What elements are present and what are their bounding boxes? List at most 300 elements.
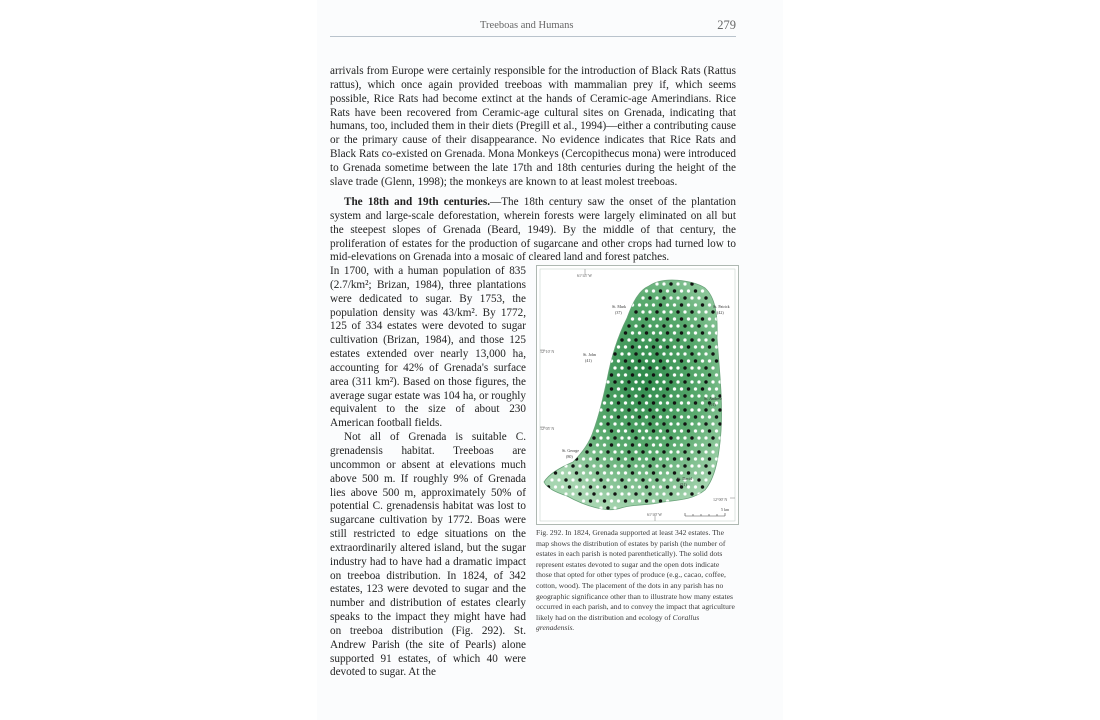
other-estate-dot [711, 450, 714, 453]
other-estate-dot [694, 485, 697, 488]
other-estate-dot [606, 436, 609, 439]
other-estate-dot [662, 282, 665, 285]
parish-st-andrew: St. Andrew [704, 396, 722, 401]
parish-st-mark: St. Mark [612, 304, 626, 309]
other-estate-dot [708, 359, 711, 362]
other-estate-dot [676, 282, 679, 285]
sugar-estate-dot [697, 450, 700, 453]
other-estate-dot [666, 289, 669, 292]
other-estate-dot [592, 464, 595, 467]
other-estate-dot [694, 303, 697, 306]
other-estate-dot [610, 401, 613, 404]
sugar-estate-dot [627, 450, 630, 453]
other-estate-dot [669, 394, 672, 397]
other-estate-dot [711, 366, 714, 369]
other-estate-dot [582, 485, 585, 488]
other-estate-dot [638, 499, 641, 502]
sugar-estate-dot [701, 331, 704, 334]
other-estate-dot [606, 492, 609, 495]
other-estate-dot [694, 317, 697, 320]
sugar-estate-dot [645, 499, 648, 502]
other-estate-dot [624, 471, 627, 474]
other-estate-dot [585, 478, 588, 481]
other-estate-dot [708, 317, 711, 320]
sugar-estate-dot [596, 471, 599, 474]
paragraph-plantation-stats: In 1700, with a human population of 835 (2.7/km²; Brizan, 1984), three plantations were dedicated to sugar. By 1753, the population density was 43/km². By 1772, 125 of 334 estates were devoted to sugar cultivation (Brizan, 1984), and those 125 estates extended over nearly 13,000 ha, accounting for 42% of Grenada's surface area (311 km²). Based on those figures, the average sugar estate was 104 ha, or roughly equivalent to the size of about 230 American football fields. [330, 265, 526, 430]
other-estate-dot [554, 485, 557, 488]
other-estate-dot [662, 310, 665, 313]
other-estate-dot [687, 415, 690, 418]
other-estate-dot [613, 366, 616, 369]
grenada-estates-map [536, 265, 739, 525]
other-estate-dot [680, 387, 683, 390]
sugar-estate-dot [676, 310, 679, 313]
other-estate-dot [666, 401, 669, 404]
other-estate-dot [617, 387, 620, 390]
other-estate-dot [715, 373, 718, 376]
other-estate-dot [638, 485, 641, 488]
sugar-estate-dot [624, 387, 627, 390]
other-estate-dot [638, 373, 641, 376]
other-estate-dot [603, 443, 606, 446]
other-estate-dot [617, 359, 620, 362]
other-estate-dot [669, 296, 672, 299]
other-estate-dot [603, 429, 606, 432]
other-estate-dot [655, 422, 658, 425]
other-estate-dot [620, 366, 623, 369]
other-estate-dot [617, 499, 620, 502]
other-estate-dot [645, 415, 648, 418]
other-estate-dot [680, 471, 683, 474]
other-estate-dot [655, 380, 658, 383]
sugar-estate-dot [662, 324, 665, 327]
other-estate-dot [697, 408, 700, 411]
other-estate-dot [673, 345, 676, 348]
other-estate-dot [599, 422, 602, 425]
sugar-estate-dot [666, 345, 669, 348]
sugar-estate-dot [687, 443, 690, 446]
other-estate-dot [687, 331, 690, 334]
other-estate-dot [613, 478, 616, 481]
other-estate-dot [634, 464, 637, 467]
sugar-estate-dot [669, 282, 672, 285]
other-estate-dot [676, 464, 679, 467]
other-estate-dot [701, 401, 704, 404]
sugar-estate-dot [683, 450, 686, 453]
other-estate-dot [694, 373, 697, 376]
sugar-estate-dot [610, 429, 613, 432]
other-estate-dot [624, 415, 627, 418]
other-estate-dot [603, 457, 606, 460]
other-estate-dot [690, 464, 693, 467]
sugar-estate-dot [704, 408, 707, 411]
other-estate-dot [617, 485, 620, 488]
sugar-estate-dot [627, 380, 630, 383]
other-estate-dot [617, 373, 620, 376]
other-estate-dot [641, 380, 644, 383]
sugar-estate-dot [666, 373, 669, 376]
other-estate-dot [666, 471, 669, 474]
other-estate-dot [655, 464, 658, 467]
other-estate-dot [599, 436, 602, 439]
other-estate-dot [603, 471, 606, 474]
sugar-estate-dot [659, 359, 662, 362]
other-estate-dot [655, 296, 658, 299]
other-estate-dot [638, 429, 641, 432]
other-estate-dot [669, 478, 672, 481]
sugar-estate-dot [666, 485, 669, 488]
other-estate-dot [697, 436, 700, 439]
sugar-estate-dot [662, 408, 665, 411]
other-estate-dot [669, 310, 672, 313]
other-estate-dot [676, 366, 679, 369]
other-estate-dot [596, 485, 599, 488]
other-estate-dot [694, 471, 697, 474]
sugar-estate-dot [638, 415, 641, 418]
sugar-estate-dot [631, 443, 634, 446]
other-estate-dot [694, 429, 697, 432]
other-estate-dot [708, 303, 711, 306]
other-estate-dot [655, 366, 658, 369]
other-estate-dot [599, 450, 602, 453]
other-estate-dot [669, 464, 672, 467]
sugar-estate-dot [715, 415, 718, 418]
sugar-estate-dot [641, 478, 644, 481]
sugar-estate-dot [617, 401, 620, 404]
other-estate-dot [655, 394, 658, 397]
other-estate-dot [690, 380, 693, 383]
other-estate-dot [680, 457, 683, 460]
parish-st-john-count: (41) [585, 358, 592, 363]
sugar-estate-dot [613, 352, 616, 355]
sugar-estate-dot [662, 464, 665, 467]
sugar-estate-dot [708, 471, 711, 474]
other-estate-dot [652, 331, 655, 334]
other-estate-dot [690, 324, 693, 327]
sugar-estate-dot [701, 485, 704, 488]
other-estate-dot [652, 443, 655, 446]
paragraph-18th-19th-centuries [330, 196, 736, 265]
sugar-estate-dot [617, 415, 620, 418]
sugar-estate-dot [641, 394, 644, 397]
other-estate-dot [676, 436, 679, 439]
sugar-estate-dot [645, 443, 648, 446]
parish-st-david-count: (51) [680, 482, 687, 487]
other-estate-dot [620, 464, 623, 467]
other-estate-dot [645, 373, 648, 376]
sugar-estate-dot [638, 359, 641, 362]
sugar-estate-dot [683, 408, 686, 411]
paragraph-habitat-loss: Not all of Grenada is suitable C. grenadensis habitat. Treeboas are uncommon or absent at elevations much above 500 m. If roughly 9% of Grenada lies above 500 m, approximately 50% of potential C. grenadensis habitat was lost to sugarcane cultivation by 1772. Boas were still restricted to edge situations on the extraordinarily altered island, but the sugar industry had to have had a dramatic impact on treeboa distribution. In 1824, of 342 estates, 123 were devoted to sugar and the number and distribution of estates clearly speaks to the impact they might have had on treeboa distribution (Fig. 292). St. Andrew Parish (the site of Pearls) alone supported 91 estates, of which 40 were devoted to sugar. At the [330, 431, 526, 679]
other-estate-dot [676, 394, 679, 397]
sugar-estate-dot [662, 394, 665, 397]
sugar-estate-dot [620, 338, 623, 341]
other-estate-dot [652, 485, 655, 488]
other-estate-dot [603, 401, 606, 404]
other-estate-dot [652, 303, 655, 306]
map-svg [537, 266, 738, 524]
sugar-estate-dot [718, 422, 721, 425]
sugar-estate-dot [599, 478, 602, 481]
sugar-estate-dot [701, 387, 704, 390]
other-estate-dot [641, 338, 644, 341]
other-estate-dot [613, 450, 616, 453]
sugar-estate-dot [701, 317, 704, 320]
sugar-estate-dot [673, 415, 676, 418]
sugar-estate-dot [631, 457, 634, 460]
other-estate-dot [655, 408, 658, 411]
other-estate-dot [645, 457, 648, 460]
other-estate-dot [659, 415, 662, 418]
sugar-estate-dot [673, 457, 676, 460]
other-estate-dot [694, 345, 697, 348]
other-estate-dot [694, 331, 697, 334]
sugar-estate-dot [704, 380, 707, 383]
sugar-estate-dot [634, 338, 637, 341]
other-estate-dot [659, 429, 662, 432]
other-estate-dot [673, 303, 676, 306]
sugar-estate-dot [694, 401, 697, 404]
other-estate-dot [624, 373, 627, 376]
sugar-estate-dot [610, 387, 613, 390]
other-estate-dot [676, 450, 679, 453]
other-estate-dot [585, 492, 588, 495]
other-estate-dot [683, 338, 686, 341]
sugar-estate-dot [655, 478, 658, 481]
other-estate-dot [655, 436, 658, 439]
other-estate-dot [704, 310, 707, 313]
other-estate-dot [680, 443, 683, 446]
other-estate-dot [708, 415, 711, 418]
sugar-estate-dot [603, 485, 606, 488]
other-estate-dot [708, 387, 711, 390]
other-estate-dot [680, 415, 683, 418]
other-estate-dot [627, 478, 630, 481]
other-estate-dot [634, 450, 637, 453]
other-estate-dot [624, 401, 627, 404]
sugar-estate-dot [683, 422, 686, 425]
sugar-estate-dot [708, 457, 711, 460]
sugar-estate-dot [704, 422, 707, 425]
other-estate-dot [641, 352, 644, 355]
other-estate-dot [634, 324, 637, 327]
other-estate-dot [610, 457, 613, 460]
sugar-estate-dot [708, 429, 711, 432]
sugar-estate-dot [697, 478, 700, 481]
other-estate-dot [676, 492, 679, 495]
other-estate-dot [662, 338, 665, 341]
other-estate-dot [638, 345, 641, 348]
sugar-estate-dot [673, 471, 676, 474]
other-estate-dot [638, 331, 641, 334]
other-estate-dot [631, 317, 634, 320]
sugar-estate-dot [659, 499, 662, 502]
sugar-estate-dot [680, 331, 683, 334]
other-estate-dot [648, 450, 651, 453]
other-estate-dot [596, 499, 599, 502]
sugar-estate-dot [687, 373, 690, 376]
other-estate-dot [557, 478, 560, 481]
parish-st-john: St. John [583, 352, 596, 357]
other-estate-dot [666, 457, 669, 460]
sugar-estate-dot [592, 492, 595, 495]
other-estate-dot [704, 352, 707, 355]
sugar-estate-dot [701, 303, 704, 306]
sugar-estate-dot [641, 450, 644, 453]
parish-st-mark-count: (37) [615, 310, 622, 315]
other-estate-dot [697, 352, 700, 355]
sugar-estate-dot [606, 394, 609, 397]
sugar-estate-dot [666, 387, 669, 390]
sugar-estate-dot [676, 338, 679, 341]
sugar-estate-dot [711, 338, 714, 341]
other-estate-dot [715, 429, 718, 432]
other-estate-dot [701, 457, 704, 460]
sugar-estate-dot [606, 464, 609, 467]
other-estate-dot [690, 296, 693, 299]
other-estate-dot [634, 408, 637, 411]
sugar-estate-dot [687, 457, 690, 460]
other-estate-dot [708, 331, 711, 334]
other-estate-dot [659, 373, 662, 376]
other-estate-dot [603, 415, 606, 418]
other-estate-dot [624, 457, 627, 460]
sugar-estate-dot [648, 380, 651, 383]
other-estate-dot [613, 422, 616, 425]
other-estate-dot [659, 345, 662, 348]
other-estate-dot [571, 492, 574, 495]
parish-st-patrick-count: (42) [717, 310, 724, 315]
other-estate-dot [701, 415, 704, 418]
sugar-estate-dot [704, 464, 707, 467]
sugar-estate-dot [673, 289, 676, 292]
sugar-estate-dot [585, 450, 588, 453]
other-estate-dot [641, 492, 644, 495]
other-estate-dot [701, 289, 704, 292]
sugar-estate-dot [652, 457, 655, 460]
sugar-estate-dot [638, 401, 641, 404]
other-estate-dot [592, 450, 595, 453]
sugar-estate-dot [571, 464, 574, 467]
other-estate-dot [582, 471, 585, 474]
sugar-estate-dot [624, 485, 627, 488]
other-estate-dot [641, 436, 644, 439]
running-title: Treeboas and Humans [480, 20, 574, 31]
sugar-estate-dot [680, 303, 683, 306]
sugar-estate-dot [680, 359, 683, 362]
sugar-estate-dot [617, 457, 620, 460]
sugar-estate-dot [610, 443, 613, 446]
other-estate-dot [596, 443, 599, 446]
sugar-estate-dot [683, 464, 686, 467]
sugar-estate-dot [603, 499, 606, 502]
other-estate-dot [610, 471, 613, 474]
sugar-estate-dot [659, 303, 662, 306]
lon-bottom-label: 61°40' W [647, 512, 663, 517]
other-estate-dot [680, 289, 683, 292]
caption-species: Corallus grenadensis. [536, 612, 700, 633]
paragraph-european-arrivals: arrivals from Europe were certainly responsible for the introduction of Black Rats (Rattus rattus), which once again provided treeboas with mammalian prey if, which seems possible, Rice Rats had become extinct at the hands of Ceramic-age Amerindians. Rice Rats have been recovered from Ceramic-age cultural sites on Grenada, indicating that humans, too, included them in their diets (Pregill et al., 1994)—either a contributing cause or the primary cause of their disappearance. No evidence indicates that Rice Rats and Black Rats co-existed on Grenada. Mona Monkeys (Cercopithecus mona) were introduced to Grenada sometime between the late 17th and 18th centuries during the height of the slave trade (Glenn, 1998); the monkeys are known to at least molest treeboas. [330, 65, 736, 188]
other-estate-dot [652, 289, 655, 292]
other-estate-dot [655, 324, 658, 327]
sugar-estate-dot [592, 436, 595, 439]
other-estate-dot [690, 394, 693, 397]
other-estate-dot [690, 422, 693, 425]
other-estate-dot [659, 457, 662, 460]
other-estate-dot [683, 352, 686, 355]
other-estate-dot [645, 359, 648, 362]
other-estate-dot [711, 408, 714, 411]
other-estate-dot [669, 324, 672, 327]
other-estate-dot [701, 443, 704, 446]
other-estate-dot [680, 401, 683, 404]
sugar-estate-dot [666, 429, 669, 432]
sugar-estate-dot [645, 387, 648, 390]
other-estate-dot [704, 436, 707, 439]
sugar-estate-dot [662, 366, 665, 369]
other-estate-dot [627, 352, 630, 355]
other-estate-dot [648, 394, 651, 397]
other-estate-dot [592, 478, 595, 481]
other-estate-dot [662, 478, 665, 481]
sugar-estate-dot [708, 373, 711, 376]
other-estate-dot [694, 457, 697, 460]
other-estate-dot [610, 485, 613, 488]
other-estate-dot [659, 387, 662, 390]
other-estate-dot [641, 296, 644, 299]
other-estate-dot [711, 422, 714, 425]
other-estate-dot [645, 429, 648, 432]
other-estate-dot [582, 499, 585, 502]
sugar-estate-dot [606, 450, 609, 453]
sugar-estate-dot [697, 324, 700, 327]
parish-st-george: St. George [562, 448, 580, 453]
other-estate-dot [638, 303, 641, 306]
running-header [330, 18, 736, 37]
sugar-estate-dot [666, 443, 669, 446]
other-estate-dot [659, 471, 662, 474]
other-estate-dot [680, 345, 683, 348]
other-estate-dot [676, 324, 679, 327]
other-estate-dot [613, 506, 616, 509]
other-estate-dot [701, 429, 704, 432]
other-estate-dot [596, 429, 599, 432]
other-estate-dot [564, 492, 567, 495]
sugar-estate-dot [568, 485, 571, 488]
sugar-estate-dot [610, 373, 613, 376]
sugar-estate-dot [666, 317, 669, 320]
sugar-estate-dot [648, 492, 651, 495]
other-estate-dot [641, 366, 644, 369]
other-estate-dot [687, 317, 690, 320]
other-estate-dot [627, 492, 630, 495]
sugar-estate-dot [711, 352, 714, 355]
other-estate-dot [683, 310, 686, 313]
other-estate-dot [634, 394, 637, 397]
other-estate-dot [606, 380, 609, 383]
sugar-estate-dot [627, 464, 630, 467]
sugar-estate-dot [589, 499, 592, 502]
other-estate-dot [662, 492, 665, 495]
other-estate-dot [666, 303, 669, 306]
other-estate-dot [673, 387, 676, 390]
other-estate-dot [648, 324, 651, 327]
sugar-estate-dot [648, 366, 651, 369]
body-column [330, 265, 526, 680]
sugar-estate-dot [645, 331, 648, 334]
sugar-estate-dot [652, 373, 655, 376]
other-estate-dot [673, 485, 676, 488]
